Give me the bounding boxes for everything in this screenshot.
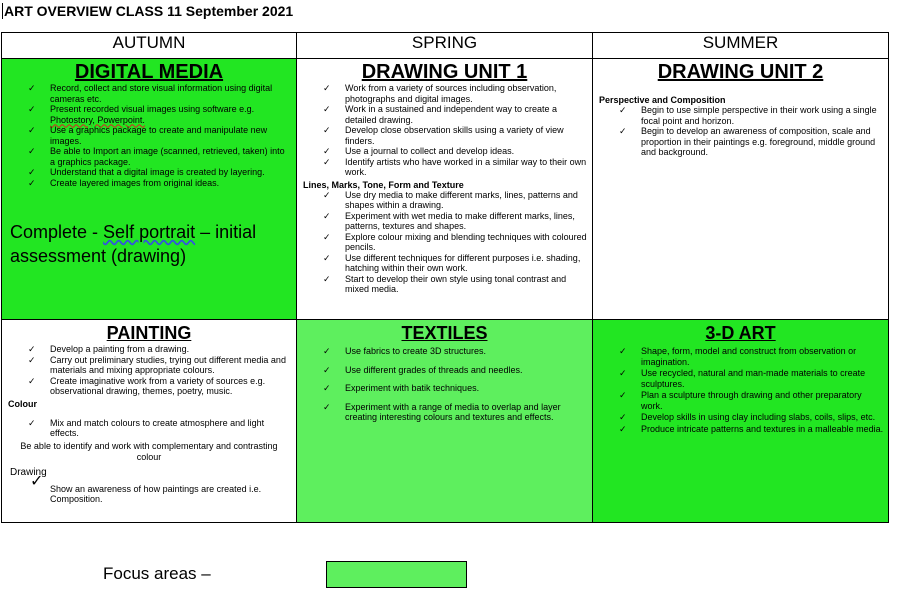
drawing-unit-2-list: [593, 105, 888, 158]
tick-icon: ✓: [619, 390, 627, 400]
drawing-label: Drawing: [10, 466, 47, 478]
drawing-unit-1-list-2: [297, 190, 592, 295]
tick-icon: ✓: [619, 412, 627, 422]
list-item: ✓ Produce intricate patterns and textures in a malleable media.: [619, 423, 884, 434]
season-summer: SUMMER: [593, 33, 889, 59]
self-portrait-link: Self portrait: [103, 222, 196, 242]
tick-icon: ✓: [28, 83, 36, 93]
list-item: ✓ Create layered images from original ideas.: [28, 177, 220, 188]
tick-icon: ✓: [323, 364, 331, 375]
tick-icon: ✓: [619, 126, 627, 136]
complementary-note: Be able to identify and work with complementary and contrasting colour: [20, 440, 278, 462]
list-item: ✓ Use recycled, natural and man-made materials to create sculptures.: [619, 368, 866, 389]
tick-icon: ✓: [619, 105, 627, 115]
list-item: ✓ Create imaginative work from a variety of sources e.g. observational drawing, themes, poetry, music.: [28, 375, 266, 396]
drawing-unit-2-cell: [593, 59, 889, 320]
complete-note: Complete - Self portrait – initial assessment (drawing): [10, 222, 257, 266]
tick-icon: ✓: [619, 346, 627, 356]
drawing-unit-2-subheading: Perspective and Composition: [599, 95, 726, 105]
colour-label: Colour: [8, 398, 37, 409]
list-item: ✓ Work from a variety of sources including observation, photographs and digital images.: [323, 83, 557, 104]
digital-media-list: [2, 83, 296, 188]
art-3d-heading: 3-D ART: [705, 323, 776, 343]
season-spring: SPRING: [297, 33, 593, 59]
tick-icon: ✓: [28, 104, 36, 114]
textiles-heading: TEXTILES: [401, 323, 488, 343]
list-item: ✓ Develop skills in using clay including slabs, coils, slips, etc.: [619, 412, 876, 422]
season-autumn: AUTUMN: [2, 33, 297, 59]
colour-list: [2, 418, 296, 439]
list-item: ✓ Record, collect and store visual information using digital cameras etc.: [28, 83, 273, 104]
textiles-list: [297, 346, 592, 423]
list-item: ✓ Experiment with a range of media to overlap and layer creating interesting colours and textures and effects.: [323, 401, 561, 422]
tick-icon: ✓: [323, 189, 331, 200]
tick-icon: ✓: [28, 167, 36, 177]
list-item: ✓ Use fabrics to create 3D structures.: [323, 346, 487, 356]
painting-heading: PAINTING: [106, 323, 192, 343]
drawing-unit-1-cell: [297, 59, 593, 320]
list-item: ✓ Use different techniques for different purposes i.e. shading, hatching within their own work.: [323, 252, 581, 273]
tick-icon: ✓: [323, 156, 331, 167]
tick-icon: ✓: [28, 344, 36, 354]
focus-areas-label: Focus areas –: [103, 564, 211, 583]
list-item: ✓ Present recorded visual images using software e.g. Photostory, Powerpoint.: [28, 104, 255, 125]
painting-cell: [2, 320, 297, 523]
list-item: ✓ Develop a painting from a drawing.: [28, 344, 190, 354]
tick-icon: ✓: [28, 177, 36, 188]
tick-icon: ✓: [323, 252, 331, 263]
software-names: Photostory, Powerpoint.: [50, 114, 145, 125]
list-item: ✓ Identify artists who have worked in a similar way to their own work.: [323, 156, 587, 177]
tick-icon: ✓: [323, 104, 331, 114]
painting-list: [2, 344, 296, 397]
list-item: ✓ Begin to develop an awareness of composition, scale and proportion in their paintings e.g. foreground, middle ground and background.: [619, 126, 876, 157]
tick-icon: ✓: [28, 146, 36, 156]
tick-icon: ✓: [619, 423, 627, 434]
tick-icon: ✓: [323, 83, 331, 93]
drawing-unit-1-list: [297, 83, 592, 178]
list-item: ✓ Begin to use simple perspective in their work using a single focal point and horizon.: [619, 105, 877, 126]
tick-icon: ✓: [28, 125, 36, 135]
list-item: ✓ Experiment with batik techniques.: [323, 383, 480, 393]
tick-icon: ✓: [28, 417, 36, 428]
list-item: ✓ Plan a sculpture through drawing and other preparatory work.: [619, 390, 862, 411]
tick-icon: ✓: [323, 210, 331, 221]
tick-icon: ✓: [28, 375, 36, 386]
list-item: ✓ Use dry media to make different marks, lines, patterns and shapes within a drawing.: [323, 189, 578, 210]
list-item: ✓ Mix and match colours to create atmosphere and light effects.: [28, 417, 265, 438]
textiles-cell: [297, 320, 593, 523]
drawing-unit-2-heading: DRAWING UNIT 2: [657, 61, 824, 83]
tick-icon: ✓: [30, 472, 44, 490]
list-item: ✓ Shape, form, model and construct from observation or imagination.: [619, 346, 857, 367]
tick-icon: ✓: [323, 383, 331, 393]
tick-icon: ✓: [619, 368, 627, 378]
art-overview-table: [1, 32, 889, 523]
list-item: ✓ Use a graphics package to create and manipulate new images.: [28, 125, 268, 146]
drawing-unit-1-heading: DRAWING UNIT 1: [361, 61, 528, 83]
tick-icon: ✓: [323, 231, 331, 242]
list-item: ✓ Develop close observation skills using a variety of view finders.: [323, 125, 564, 146]
list-item: ✓ Carry out preliminary studies, trying out different media and materials and mixing appropriate colours.: [28, 354, 286, 375]
document-title: ART OVERVIEW CLASS 11 September 2021: [4, 3, 294, 19]
list-item: ✓ Use a journal to collect and develop ideas.: [323, 146, 515, 156]
tick-icon: ✓: [323, 401, 331, 412]
tick-icon: ✓: [323, 273, 331, 284]
list-item: ✓ Show an awareness of how paintings are created i.e. Composition.: [30, 472, 262, 504]
art-3d-cell: [593, 320, 889, 523]
list-item: ✓ Use different grades of threads and needles.: [323, 364, 523, 375]
list-item: ✓ Start to develop their own style using tonal contrast and mixed media.: [323, 273, 567, 294]
season-header-row: [2, 33, 889, 59]
focus-color-swatch: [326, 561, 467, 588]
digital-media-cell: [2, 59, 297, 320]
list-item: ✓ Be able to Import an image (scanned, retrieved, taken) into a graphics package.: [28, 146, 285, 167]
art-3d-list: [593, 346, 888, 434]
tick-icon: ✓: [323, 125, 331, 135]
list-item: ✓ Understand that a digital image is created by layering.: [28, 167, 265, 177]
digital-media-heading: DIGITAL MEDIA: [74, 61, 224, 83]
list-item: ✓ Experiment with wet media to make different marks, lines, patterns, textures and shapes.: [323, 210, 575, 231]
tick-icon: ✓: [323, 346, 331, 356]
list-item: ✓ Explore colour mixing and blending techniques with coloured pencils.: [323, 231, 587, 252]
list-item: ✓ Work in a sustained and independent way to create a detailed drawing.: [323, 104, 557, 125]
tick-icon: ✓: [323, 146, 331, 156]
drawing-unit-1-subheading: Lines, Marks, Tone, Form and Texture: [303, 179, 464, 190]
tick-icon: ✓: [28, 354, 36, 365]
